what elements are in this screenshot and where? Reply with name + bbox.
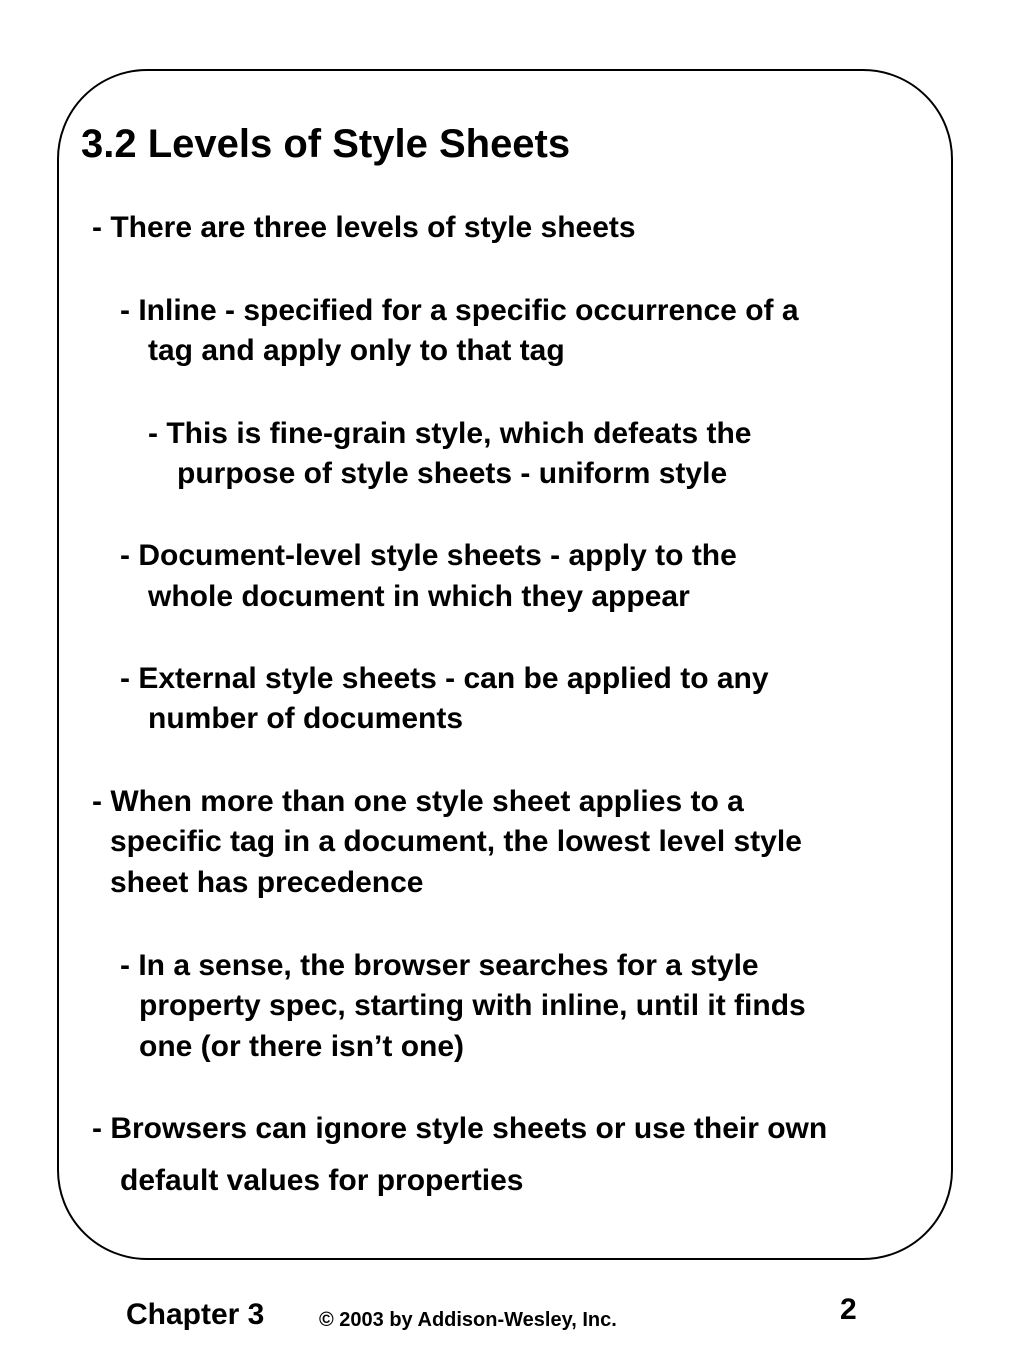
bullet-browser-search-cont-1: property spec, starting with inline, until it finds [139,989,806,1022]
bullet-document-level: - Document-level style sheets - apply to the [120,539,737,572]
slide-title: 3.2 Levels of Style Sheets [81,122,571,166]
footer-page-number: 2 [840,1293,857,1326]
bullet-precedence-cont-2: sheet has precedence [110,866,424,899]
bullet-browser-search: - In a sense, the browser searches for a style [120,949,759,982]
bullet-external: - External style sheets - can be applied to any [120,662,769,695]
bullet-browser-search-cont-2: one (or there isn’t one) [139,1030,465,1063]
bullet-external-cont: number of documents [148,702,464,735]
bullet-precedence: - When more than one style sheet applies to a [92,785,744,818]
bullet-three-levels: - There are three levels of style sheets [92,211,636,244]
footer-copyright: © 2003 by Addison-Wesley, Inc. [319,1309,617,1331]
bullet-inline-cont: tag and apply only to that tag [148,334,565,367]
bullet-precedence-cont-1: specific tag in a document, the lowest level style [110,825,802,858]
bullet-fine-grain-cont: purpose of style sheets - uniform style [177,457,728,490]
bullet-document-level-cont: whole document in which they appear [148,580,690,613]
bullet-browsers-ignore-cont: default values for properties [120,1164,524,1197]
bullet-browsers-ignore: - Browsers can ignore style sheets or use their own [92,1112,828,1145]
bullet-fine-grain: - This is fine-grain style, which defeats the [148,417,752,450]
bullet-inline: - Inline - specified for a specific occurrence of a [120,294,799,327]
footer-chapter: Chapter 3 [126,1298,265,1331]
